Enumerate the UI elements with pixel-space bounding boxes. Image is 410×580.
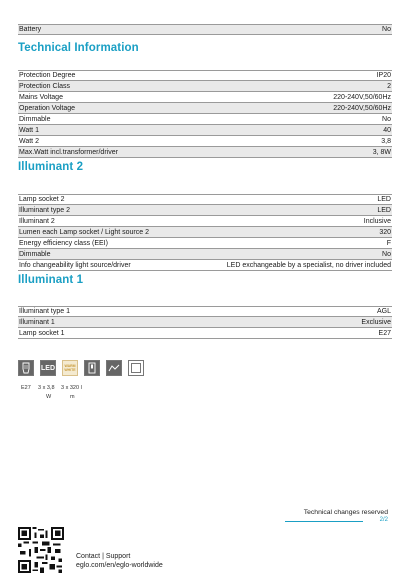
led-label: LED [41,364,55,372]
spec-row [18,205,392,216]
spec-row [18,328,392,339]
spec-label: Watt 2 [19,137,39,145]
spec-value: 3,8 [381,137,391,145]
spec-row [18,227,392,238]
spec-value: 40 [383,126,391,134]
warm-white-icon [62,360,78,376]
spec-value: 3, 8W [372,148,391,156]
spec-label: Lamp socket 1 [19,329,65,337]
spec-value: LED [377,196,391,203]
technical-section [18,70,392,158]
icon-label: E27 [21,385,31,391]
icon-label: W [46,394,52,400]
spec-row [18,125,392,136]
bulb-socket-icon [18,360,34,376]
spec-value: AGL [376,308,391,315]
spec-row [18,103,392,114]
spec-row [18,306,392,317]
illuminant-2-section [18,194,392,271]
spec-label: Illuminant 2 [19,217,55,225]
spec-row [18,249,392,260]
spec-row [18,147,392,158]
qr-code-icon [18,527,64,573]
spec-label: Illuminant 1 [19,318,55,326]
spec-row [18,92,392,103]
spec-row [18,194,392,205]
spec-label: Watt 1 [19,126,39,134]
spec-value: No [382,115,391,123]
spec-value: 220-240V,50/60Hz [333,93,391,101]
spec-value: 2 [387,82,391,90]
spec-label: Energy efficiency class (EEI) [19,239,108,247]
spec-row [18,81,392,92]
spec-row [18,70,392,81]
icon-label: 3 x 3,8 [38,385,55,391]
section-title-illuminant-2: Illuminant 2 [18,161,84,173]
contact-support-link[interactable]: Contact | Support [76,553,131,560]
footer-divider [285,521,363,522]
spec-value: No [382,250,391,258]
spec-row-battery [18,24,392,35]
contact-block [76,552,163,570]
spec-value: No [382,26,391,33]
spec-row [18,136,392,147]
technical-changes-note: Technical changes reserved [303,509,388,516]
feature-icons [18,360,144,376]
spec-value: LED [377,206,391,214]
spec-label: Illuminant type 1 [19,308,70,315]
section-title-illuminant-1: Illuminant 1 [18,274,84,286]
spec-value: E27 [378,329,391,337]
spec-label: Battery [19,26,42,33]
spec-row [18,216,392,227]
spec-sheet-page [18,0,392,580]
spec-label: Protection Class [19,82,70,90]
warm-white-label: WARM WHITE [64,364,76,372]
illuminant-1-section [18,306,392,339]
website-link[interactable]: eglo.com/en/eglo-worldwide [76,562,163,569]
icon-label: m [70,394,75,400]
led-icon [40,360,56,376]
icon-label: 3 x 320 l [61,385,82,391]
spec-value: LED exchangeable by a specialist, no driver included [226,261,391,269]
spec-label: Lumen each Lamp socket / Light source 2 [19,228,149,236]
switch-icon [84,360,100,376]
spec-label: Info changeability light source/driver [19,261,131,269]
page-number: 2/2 [379,517,388,523]
spec-row [18,238,392,249]
spec-value: 320 [379,228,391,236]
spec-value: F [386,239,391,247]
spec-label: Mains Voltage [19,93,63,101]
section-title-technical: Technical Information [18,42,139,54]
spec-label: Protection Degree [19,72,76,79]
spec-label: Dimmable [19,250,51,258]
spec-value: Inclusive [363,217,391,225]
spec-row [18,317,392,328]
spec-row [18,260,392,271]
spec-label: Lamp socket 2 [19,196,65,203]
spec-label: Dimmable [19,115,51,123]
spec-value: IP20 [376,72,391,79]
spec-label: Illuminant type 2 [19,206,70,214]
protection-class-icon [128,360,144,376]
spec-label: Max.Watt incl.transformer/driver [19,148,118,156]
spec-label: Operation Voltage [19,104,76,112]
spec-value: 220-240V,50/60Hz [333,104,391,112]
wall-light-icon [106,360,122,376]
battery-section [18,24,392,35]
spec-row [18,114,392,125]
spec-value: Exclusive [361,318,391,326]
